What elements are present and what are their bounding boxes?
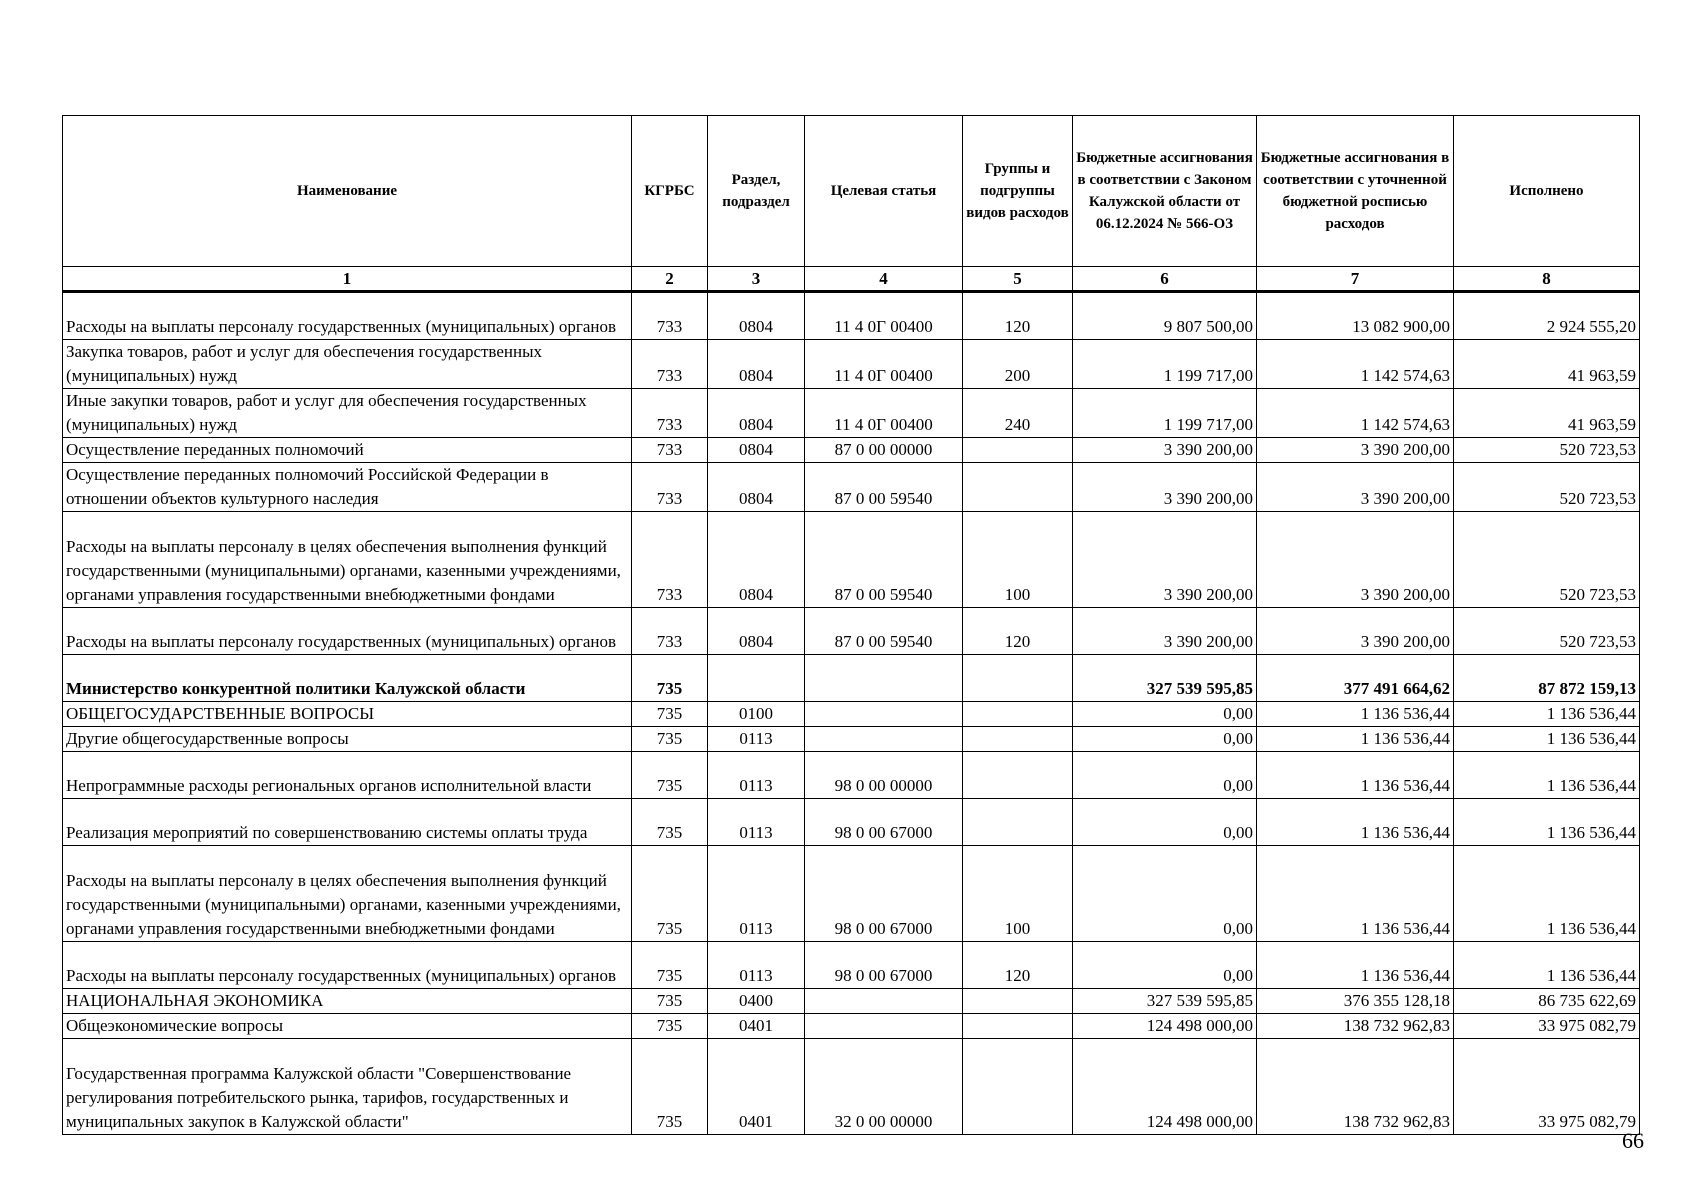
revised-allocation-cell: 1 136 536,44 (1257, 846, 1454, 942)
revised-allocation-cell: 1 136 536,44 (1257, 702, 1454, 727)
kgrbs-cell: 735 (632, 752, 708, 799)
executed-cell: 520 723,53 (1454, 512, 1640, 608)
law-allocation-cell: 124 498 000,00 (1073, 1014, 1257, 1039)
target-article-cell (805, 655, 963, 702)
law-allocation-cell: 1 199 717,00 (1073, 340, 1257, 389)
expense-group-cell: 100 (963, 512, 1073, 608)
row-name-cell: Расходы на выплаты персоналу государственных (муниципальных) органов (63, 292, 632, 340)
kgrbs-cell: 733 (632, 463, 708, 512)
law-allocation-cell: 3 390 200,00 (1073, 438, 1257, 463)
law-allocation-cell: 0,00 (1073, 942, 1257, 989)
revised-allocation-cell: 376 355 128,18 (1257, 989, 1454, 1014)
row-name-cell: Другие общегосударственные вопросы (63, 727, 632, 752)
executed-cell: 520 723,53 (1454, 463, 1640, 512)
row-name-cell: Расходы на выплаты персоналу государственных (муниципальных) органов (63, 608, 632, 655)
expense-group-cell (963, 438, 1073, 463)
law-allocation-cell: 3 390 200,00 (1073, 608, 1257, 655)
table-row (63, 1039, 1640, 1135)
section-cell (708, 655, 805, 702)
row-name-cell: Осуществление переданных полномочий (63, 438, 632, 463)
executed-cell: 1 136 536,44 (1454, 846, 1640, 942)
table-row (63, 942, 1640, 989)
kgrbs-cell: 735 (632, 727, 708, 752)
revised-allocation-cell: 13 082 900,00 (1257, 292, 1454, 340)
expense-group-cell: 120 (963, 608, 1073, 655)
column-number: 5 (963, 267, 1073, 292)
revised-allocation-cell: 1 136 536,44 (1257, 727, 1454, 752)
revised-allocation-cell: 377 491 664,62 (1257, 655, 1454, 702)
section-cell: 0113 (708, 727, 805, 752)
target-article-cell: 87 0 00 59540 (805, 512, 963, 608)
header-kgrbs: КГРБС (632, 116, 708, 267)
expense-group-cell: 100 (963, 846, 1073, 942)
section-cell: 0804 (708, 608, 805, 655)
row-name-cell: Реализация мероприятий по совершенствованию системы оплаты труда (63, 799, 632, 846)
executed-cell: 87 872 159,13 (1454, 655, 1640, 702)
executed-cell: 2 924 555,20 (1454, 292, 1640, 340)
law-allocation-cell: 124 498 000,00 (1073, 1039, 1257, 1135)
column-number: 3 (708, 267, 805, 292)
law-allocation-cell: 0,00 (1073, 702, 1257, 727)
kgrbs-cell: 733 (632, 438, 708, 463)
header-name: Наименование (63, 116, 632, 267)
table-row (63, 1014, 1640, 1039)
row-name-cell: Закупка товаров, работ и услуг для обеспечения государственных (муниципальных) нужд (63, 340, 632, 389)
expense-group-cell (963, 989, 1073, 1014)
kgrbs-cell: 733 (632, 340, 708, 389)
revised-allocation-cell: 3 390 200,00 (1257, 463, 1454, 512)
revised-allocation-cell: 1 136 536,44 (1257, 942, 1454, 989)
executed-cell: 41 963,59 (1454, 389, 1640, 438)
target-article-cell: 87 0 00 00000 (805, 438, 963, 463)
kgrbs-cell: 735 (632, 702, 708, 727)
target-article-cell: 11 4 0Г 00400 (805, 340, 963, 389)
kgrbs-cell: 735 (632, 1039, 708, 1135)
revised-allocation-cell: 3 390 200,00 (1257, 438, 1454, 463)
section-cell: 0113 (708, 799, 805, 846)
table-row (63, 702, 1640, 727)
row-name-cell: Непрограммные расходы региональных органов исполнительной власти (63, 752, 632, 799)
expense-group-cell (963, 752, 1073, 799)
table-row (63, 989, 1640, 1014)
target-article-cell (805, 1014, 963, 1039)
row-name-cell: Расходы на выплаты персоналу в целях обеспечения выполнения функций государственными (муниципальными) органами, казенными учреждениями, органами управления государственными внебюджетными фондами (63, 846, 632, 942)
revised-allocation-cell: 1 142 574,63 (1257, 389, 1454, 438)
executed-cell: 1 136 536,44 (1454, 702, 1640, 727)
table-row (63, 727, 1640, 752)
table-row (63, 340, 1640, 389)
expense-group-cell: 120 (963, 942, 1073, 989)
row-name-cell: НАЦИОНАЛЬНАЯ ЭКОНОМИКА (63, 989, 632, 1014)
kgrbs-cell: 733 (632, 292, 708, 340)
section-cell: 0401 (708, 1014, 805, 1039)
header-executed: Исполнено (1454, 116, 1640, 267)
target-article-cell: 11 4 0Г 00400 (805, 292, 963, 340)
table-row (63, 389, 1640, 438)
target-article-cell: 87 0 00 59540 (805, 608, 963, 655)
revised-allocation-cell: 138 732 962,83 (1257, 1039, 1454, 1135)
header-group: Группы и подгруппы видов расходов (963, 116, 1073, 267)
column-number: 4 (805, 267, 963, 292)
table-row (63, 292, 1640, 340)
table-row (63, 846, 1640, 942)
expense-group-cell: 120 (963, 292, 1073, 340)
budget-table (62, 115, 1640, 1135)
expense-group-cell (963, 799, 1073, 846)
section-cell: 0804 (708, 292, 805, 340)
row-name-cell: Расходы на выплаты персоналу государственных (муниципальных) органов (63, 942, 632, 989)
kgrbs-cell: 733 (632, 512, 708, 608)
column-number-row (63, 267, 1640, 292)
target-article-cell: 98 0 00 67000 (805, 942, 963, 989)
table-row (63, 438, 1640, 463)
row-name-cell: Расходы на выплаты персоналу в целях обеспечения выполнения функций государственными (муниципальными) органами, казенными учреждениями, органами управления государственными внебюджетными фондами (63, 512, 632, 608)
header-section: Раздел, подраздел (708, 116, 805, 267)
section-cell: 0113 (708, 752, 805, 799)
table-row (63, 463, 1640, 512)
target-article-cell (805, 989, 963, 1014)
executed-cell: 33 975 082,79 (1454, 1014, 1640, 1039)
law-allocation-cell: 0,00 (1073, 799, 1257, 846)
executed-cell: 1 136 536,44 (1454, 942, 1640, 989)
target-article-cell (805, 702, 963, 727)
executed-cell: 1 136 536,44 (1454, 799, 1640, 846)
row-name-cell: Общеэкономические вопросы (63, 1014, 632, 1039)
kgrbs-cell: 735 (632, 1014, 708, 1039)
law-allocation-cell: 0,00 (1073, 846, 1257, 942)
law-allocation-cell: 0,00 (1073, 752, 1257, 799)
kgrbs-cell: 733 (632, 389, 708, 438)
kgrbs-cell: 733 (632, 608, 708, 655)
revised-allocation-cell: 1 136 536,44 (1257, 799, 1454, 846)
revised-allocation-cell: 1 136 536,44 (1257, 752, 1454, 799)
row-name-cell: Иные закупки товаров, работ и услуг для обеспечения государственных (муниципальных) нужд (63, 389, 632, 438)
target-article-cell (805, 727, 963, 752)
executed-cell: 41 963,59 (1454, 340, 1640, 389)
table-row (63, 512, 1640, 608)
expense-group-cell: 200 (963, 340, 1073, 389)
column-number: 1 (63, 267, 632, 292)
section-cell: 0400 (708, 989, 805, 1014)
expense-group-cell (963, 727, 1073, 752)
header-row (63, 116, 1640, 267)
header-law-allocations: Бюджетные ассигнования в соответствии с Законом Калужской области от 06.12.2024 № 566-ОЗ (1073, 116, 1257, 267)
kgrbs-cell: 735 (632, 989, 708, 1014)
expense-group-cell (963, 1039, 1073, 1135)
executed-cell: 1 136 536,44 (1454, 752, 1640, 799)
table-row (63, 608, 1640, 655)
column-number: 8 (1454, 267, 1640, 292)
target-article-cell: 98 0 00 67000 (805, 799, 963, 846)
law-allocation-cell: 327 539 595,85 (1073, 989, 1257, 1014)
target-article-cell: 32 0 00 00000 (805, 1039, 963, 1135)
executed-cell: 520 723,53 (1454, 438, 1640, 463)
target-article-cell: 11 4 0Г 00400 (805, 389, 963, 438)
kgrbs-cell: 735 (632, 799, 708, 846)
executed-cell: 1 136 536,44 (1454, 727, 1640, 752)
section-cell: 0804 (708, 438, 805, 463)
law-allocation-cell: 0,00 (1073, 727, 1257, 752)
revised-allocation-cell: 1 142 574,63 (1257, 340, 1454, 389)
kgrbs-cell: 735 (632, 655, 708, 702)
law-allocation-cell: 3 390 200,00 (1073, 512, 1257, 608)
row-name-cell: Государственная программа Калужской области "Совершенствование регулирования потребительского рынка, тарифов, государственных и муниципальных закупок в Калужской области" (63, 1039, 632, 1135)
revised-allocation-cell: 3 390 200,00 (1257, 512, 1454, 608)
kgrbs-cell: 735 (632, 942, 708, 989)
table-row (63, 752, 1640, 799)
table-row (63, 655, 1640, 702)
revised-allocation-cell: 3 390 200,00 (1257, 608, 1454, 655)
table-row (63, 799, 1640, 846)
section-cell: 0804 (708, 512, 805, 608)
law-allocation-cell: 1 199 717,00 (1073, 389, 1257, 438)
section-cell: 0100 (708, 702, 805, 727)
section-cell: 0113 (708, 942, 805, 989)
kgrbs-cell: 735 (632, 846, 708, 942)
page-number: 66 (1622, 1128, 1644, 1153)
header-revised-allocations: Бюджетные ассигнования в соответствии с уточненной бюджетной росписью расходов (1257, 116, 1454, 267)
expense-group-cell (963, 655, 1073, 702)
target-article-cell: 98 0 00 00000 (805, 752, 963, 799)
section-cell: 0401 (708, 1039, 805, 1135)
row-name-cell: Осуществление переданных полномочий Российской Федерации в отношении объектов культурного наследия (63, 463, 632, 512)
column-number: 2 (632, 267, 708, 292)
revised-allocation-cell: 138 732 962,83 (1257, 1014, 1454, 1039)
law-allocation-cell: 9 807 500,00 (1073, 292, 1257, 340)
law-allocation-cell: 327 539 595,85 (1073, 655, 1257, 702)
section-cell: 0804 (708, 389, 805, 438)
executed-cell: 86 735 622,69 (1454, 989, 1640, 1014)
header-article: Целевая статья (805, 116, 963, 267)
expense-group-cell (963, 463, 1073, 512)
law-allocation-cell: 3 390 200,00 (1073, 463, 1257, 512)
section-cell: 0113 (708, 846, 805, 942)
row-name-cell: ОБЩЕГОСУДАРСТВЕННЫЕ ВОПРОСЫ (63, 702, 632, 727)
target-article-cell: 98 0 00 67000 (805, 846, 963, 942)
executed-cell: 520 723,53 (1454, 608, 1640, 655)
column-number: 6 (1073, 267, 1257, 292)
row-name-cell: Министерство конкурентной политики Калужской области (63, 655, 632, 702)
expense-group-cell (963, 1014, 1073, 1039)
expense-group-cell: 240 (963, 389, 1073, 438)
section-cell: 0804 (708, 340, 805, 389)
target-article-cell: 87 0 00 59540 (805, 463, 963, 512)
column-number: 7 (1257, 267, 1454, 292)
section-cell: 0804 (708, 463, 805, 512)
executed-cell: 33 975 082,79 (1454, 1039, 1640, 1135)
expense-group-cell (963, 702, 1073, 727)
